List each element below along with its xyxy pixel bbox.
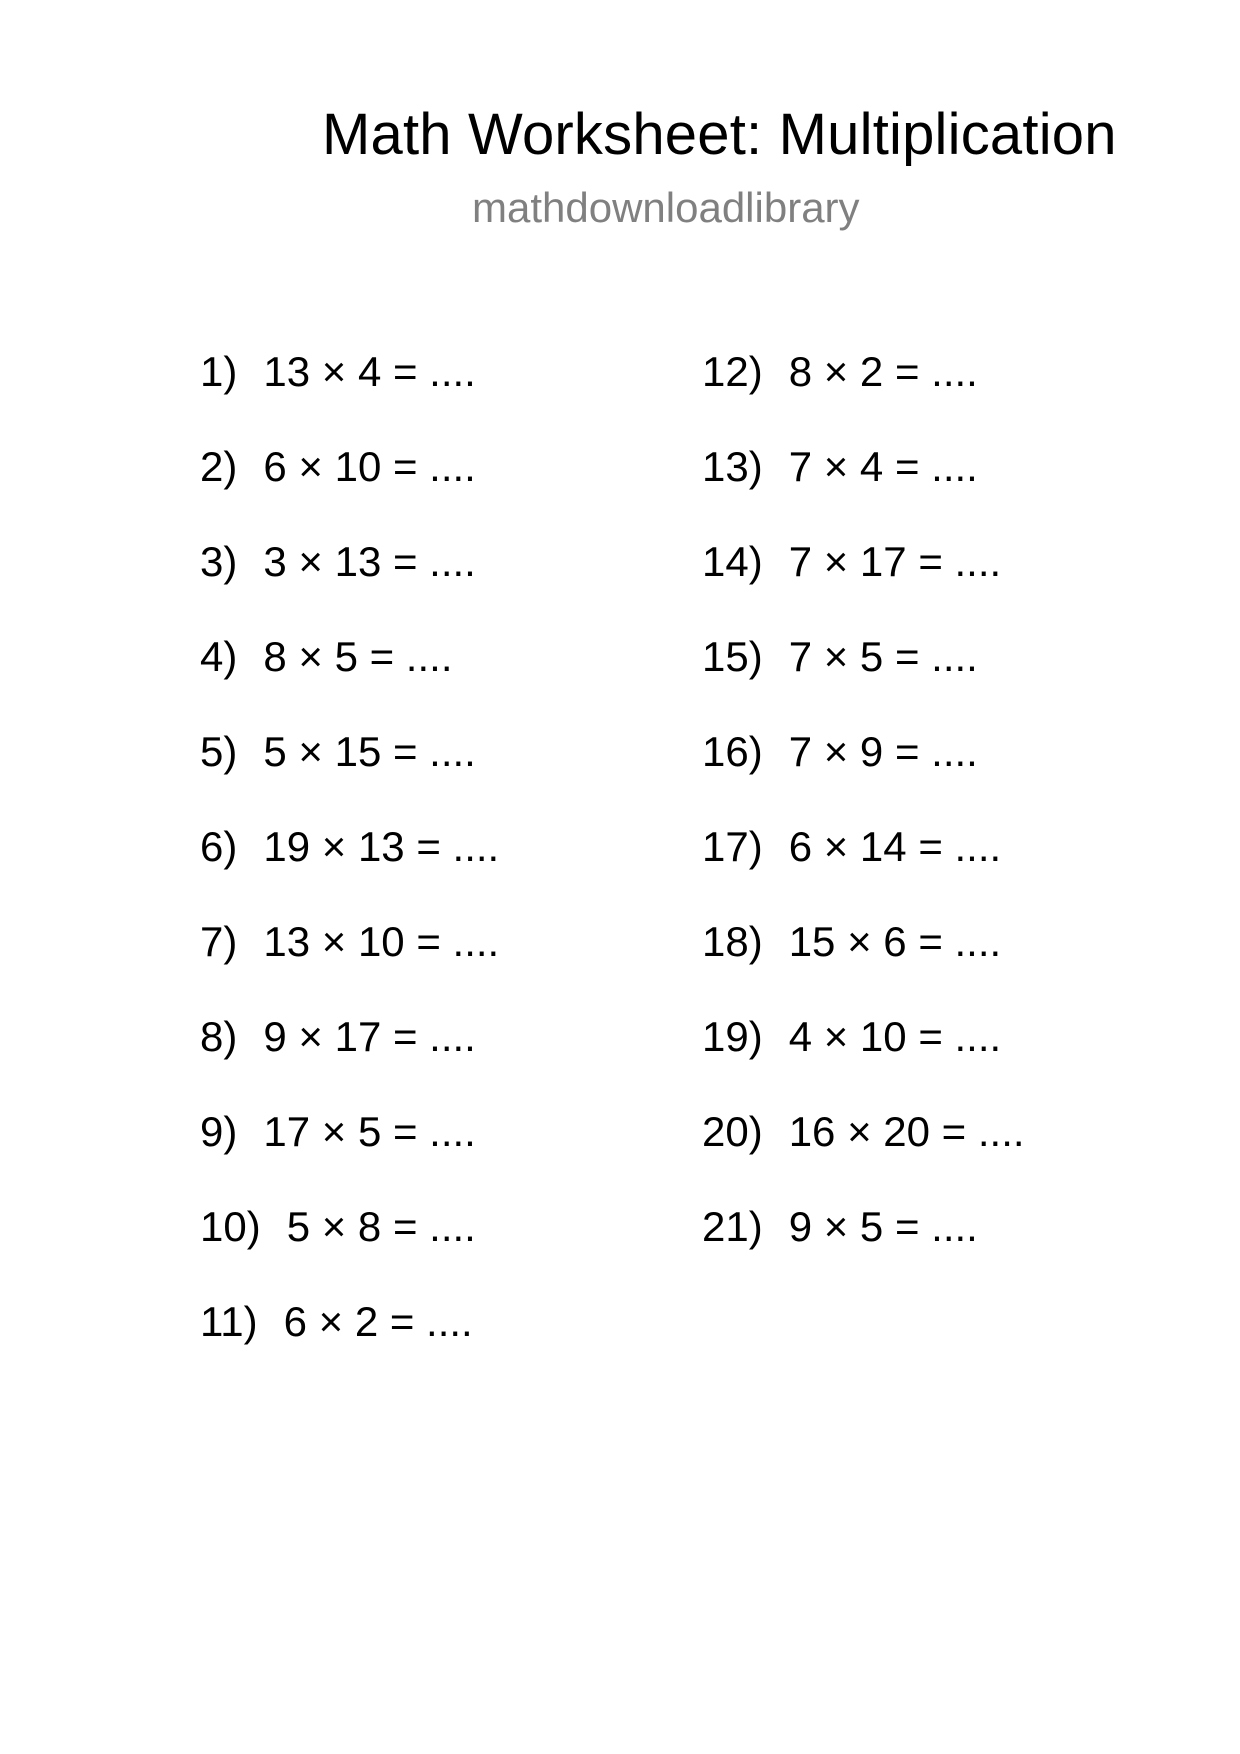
problem-item	[200, 534, 476, 590]
problem-expression: 8 × 2 = ....	[788, 348, 978, 395]
problem-item	[200, 1199, 476, 1255]
problem-item	[702, 1009, 1001, 1065]
problem-expression: 16 × 20 = ....	[788, 1108, 1025, 1155]
problem-number: 16)	[702, 728, 763, 775]
problem-expression: 13 × 10 = ....	[263, 918, 500, 965]
problem-expression: 7 × 17 = ....	[788, 538, 1002, 585]
problem-item	[200, 1294, 473, 1350]
problem-expression: 17 × 5 = ....	[263, 1108, 476, 1155]
problem-number: 15)	[702, 633, 763, 680]
problem-expression: 5 × 8 = ....	[286, 1203, 476, 1250]
problem-number: 7)	[200, 918, 238, 965]
problem-expression: 7 × 4 = ....	[788, 443, 978, 490]
problem-number: 17)	[702, 823, 763, 870]
problem-item	[702, 914, 1001, 970]
problem-item	[200, 344, 476, 400]
problem-number: 20)	[702, 1108, 763, 1155]
problem-number: 18)	[702, 918, 763, 965]
problem-number: 14)	[702, 538, 763, 585]
problem-item	[200, 1104, 476, 1160]
problem-item	[200, 439, 476, 495]
problem-expression: 6 × 14 = ....	[788, 823, 1002, 870]
problem-number: 21)	[702, 1203, 763, 1250]
problem-expression: 19 × 13 = ....	[263, 823, 500, 870]
problem-expression: 15 × 6 = ....	[788, 918, 1002, 965]
problem-item	[702, 439, 978, 495]
problem-item	[702, 629, 978, 685]
problem-expression: 13 × 4 = ....	[263, 348, 476, 395]
problem-item	[702, 1199, 978, 1255]
problem-number: 2)	[200, 443, 238, 490]
problem-item	[200, 1009, 476, 1065]
problem-expression: 6 × 2 = ....	[283, 1298, 473, 1345]
problem-number: 13)	[702, 443, 763, 490]
problem-number: 8)	[200, 1013, 238, 1060]
problem-expression: 4 × 10 = ....	[788, 1013, 1002, 1060]
problem-expression: 9 × 17 = ....	[263, 1013, 476, 1060]
problem-expression: 7 × 5 = ....	[788, 633, 978, 680]
problem-item	[200, 629, 452, 685]
problem-expression: 9 × 5 = ....	[788, 1203, 978, 1250]
problem-number: 12)	[702, 348, 763, 395]
problem-expression: 3 × 13 = ....	[263, 538, 476, 585]
problem-number: 10)	[200, 1203, 261, 1250]
problem-number: 5)	[200, 728, 238, 775]
problem-number: 4)	[200, 633, 238, 680]
page-title: Math Worksheet: Multiplication	[322, 102, 1117, 167]
problem-item	[200, 724, 476, 780]
problem-item	[702, 344, 978, 400]
problem-item	[702, 534, 1001, 590]
page-subtitle: mathdownloadlibrary	[472, 184, 860, 231]
problem-expression: 7 × 9 = ....	[788, 728, 978, 775]
problem-number: 11)	[200, 1298, 258, 1345]
problem-number: 3)	[200, 538, 238, 585]
problem-number: 1)	[200, 348, 238, 395]
problem-number: 19)	[702, 1013, 763, 1060]
problem-expression: 6 × 10 = ....	[263, 443, 476, 490]
problem-expression: 5 × 15 = ....	[263, 728, 476, 775]
problem-expression: 8 × 5 = ....	[263, 633, 453, 680]
problem-number: 9)	[200, 1108, 238, 1155]
problem-item	[200, 819, 499, 875]
problem-number: 6)	[200, 823, 238, 870]
problem-item	[702, 724, 978, 780]
problem-item	[702, 1104, 1025, 1160]
problem-item	[200, 914, 499, 970]
problem-item	[702, 819, 1001, 875]
